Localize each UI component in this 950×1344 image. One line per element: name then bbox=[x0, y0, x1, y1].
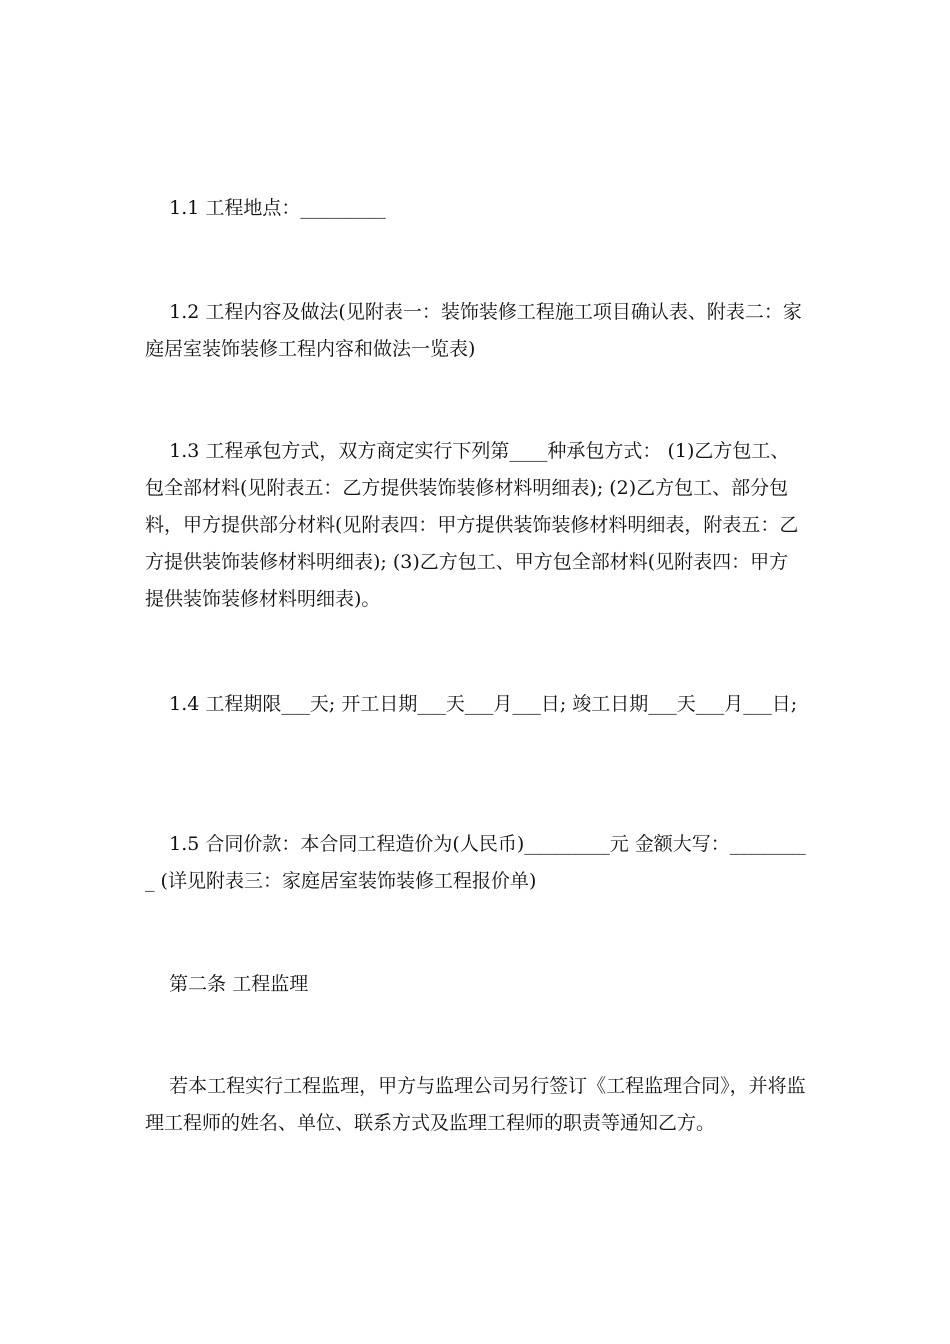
clause-1-2-project-content: 1.2 工程内容及做法(见附表一：装饰装修工程施工项目确认表、附表二：家庭居室装饰装修工程内容和做法一览表) bbox=[145, 301, 802, 360]
clause-1-4-project-duration: 1.4 工程期限___天; 开工日期___天___月___日; 竣工日期___天___月___日; bbox=[145, 693, 798, 715]
clause-1-5-contract-price: 1.5 合同价款：本合同工程造价为(人民币)_________元 金额大写：_________ (详见附表三：家庭居室装饰装修工程报价单) bbox=[145, 833, 806, 892]
article-2-heading: 第二条 工程监理 bbox=[145, 973, 309, 995]
clause-1-1-project-location: 1.1 工程地点：_________ bbox=[145, 197, 386, 219]
clause-1-3-contracting-method: 1.3 工程承包方式，双方商定实行下列第____种承包方式： (1)乙方包工、包全部材料(见附表五：乙方提供装饰装修材料明细表); (2)乙方包工、部分包料，甲方提供部分材料(见附表四：甲方提供装饰装修材料明细表，附表五：乙方提供装饰装修材料明细表); (3)乙方包工、甲方包全部材料(见附表四：甲方提供装饰装修材料明细表)。 bbox=[145, 440, 799, 610]
article-2-supervision-text: 若本工程实行工程监理，甲方与监理公司另行签订《工程监理合同》，并将监理工程师的姓名、单位、联系方式及监理工程师的职责等通知乙方。 bbox=[145, 1075, 806, 1134]
